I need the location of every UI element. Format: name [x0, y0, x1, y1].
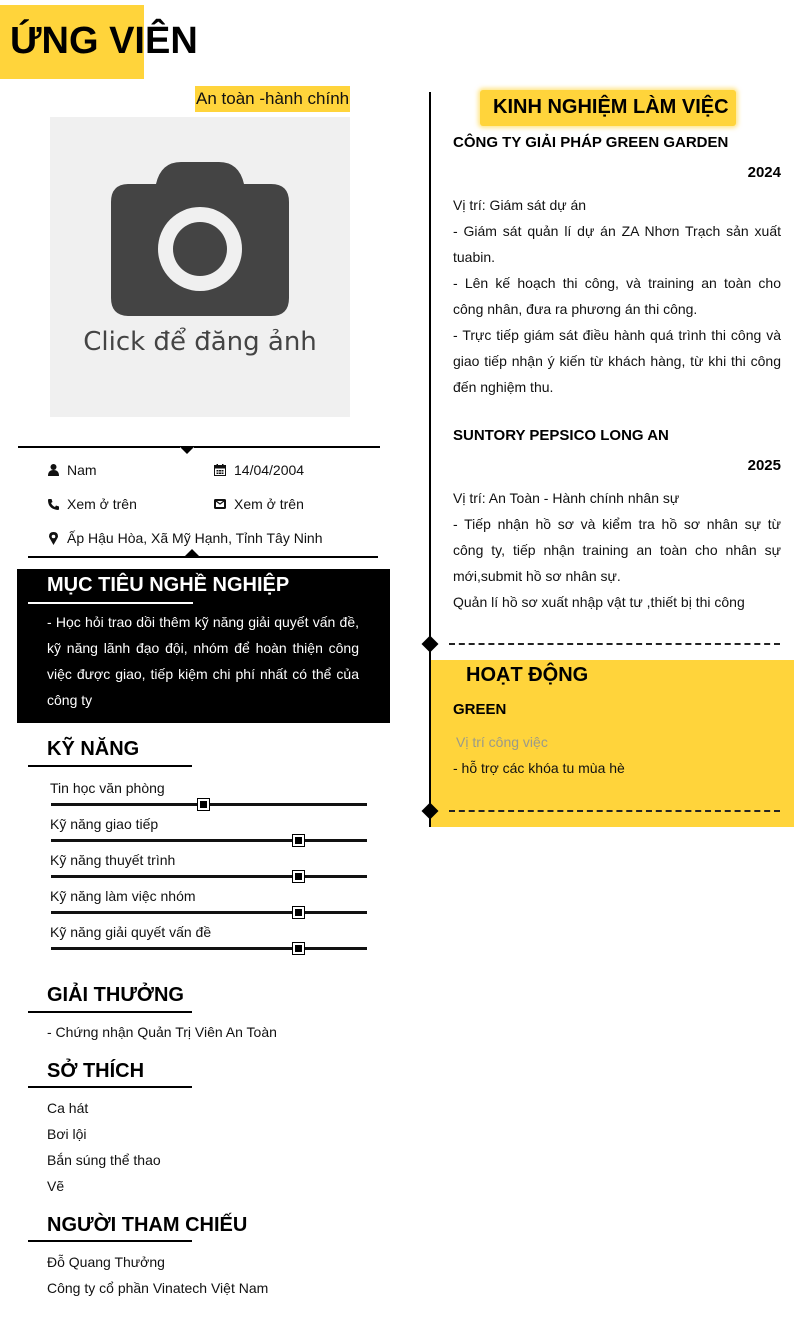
phone-icon [40, 499, 66, 510]
awards-title: GIẢI THƯỞNG [47, 984, 184, 1006]
objective-underline [28, 602, 193, 604]
email-value: Xem ở trên [234, 496, 304, 512]
info-divider-top [18, 446, 380, 448]
hobby-item[interactable]: Bắn súng thể thao [47, 1152, 161, 1168]
references-underline [28, 1240, 192, 1242]
skill-slider-thumb[interactable] [293, 943, 304, 954]
job-role[interactable]: Vị trí: An Toàn - Hành chính nhân sự [453, 490, 680, 506]
awards-underline [28, 1011, 192, 1013]
map-marker-icon [40, 532, 66, 545]
objective-title: MỤC TIÊU NGHỀ NGHIỆP [47, 574, 290, 596]
references-title: NGƯỜI THAM CHIẾU [47, 1214, 248, 1236]
hobby-item[interactable]: Ca hát [47, 1100, 89, 1116]
timeline-diamond-icon [422, 636, 439, 653]
skill-label: Kỹ năng làm việc nhóm [50, 888, 196, 904]
dashed-divider [449, 810, 780, 812]
job-year[interactable]: 2024 [747, 164, 781, 181]
award-item[interactable]: - Chứng nhận Quản Trị Viên An Toàn [47, 1024, 277, 1040]
photo-upload[interactable] [50, 117, 350, 417]
skill-slider-thumb[interactable] [293, 871, 304, 882]
info-divider-bottom [28, 556, 378, 558]
skill-label: Kỹ năng giải quyết vấn đề [50, 924, 212, 940]
career-objective-section [17, 569, 390, 723]
user-icon [40, 464, 66, 476]
skill-slider[interactable] [51, 803, 367, 806]
job-description-line[interactable]: - Trực tiếp giám sát điều hành quá trình thi công và giao tiếp nhận ý kiến từ khách hàng, từ khi thi công đến nghiệm thu. [453, 327, 781, 395]
skill-slider-thumb[interactable] [293, 835, 304, 846]
job-position[interactable]: An toàn -hành chính [195, 86, 350, 112]
skill-slider[interactable] [51, 947, 367, 950]
hobby-item[interactable]: Vẽ [47, 1178, 65, 1194]
info-address[interactable] [40, 528, 323, 548]
skill-slider[interactable] [51, 839, 367, 842]
envelope-icon [207, 499, 233, 509]
skill-label: Tin học văn phòng [50, 780, 165, 796]
hobbies-underline [28, 1086, 192, 1088]
info-gender[interactable] [40, 460, 97, 480]
calendar-icon [207, 464, 233, 476]
skill-label: Kỹ năng giao tiếp [50, 816, 159, 832]
skill-slider-thumb[interactable] [198, 799, 209, 810]
job-description-line[interactable]: - Tiếp nhận hồ sơ và kiểm tra hồ sơ nhân sự từ công ty, tiếp nhận training an toàn cho nhân sự mới,submit hồ sơ nhân sự. [453, 516, 781, 584]
info-phone[interactable] [40, 494, 137, 514]
triangle-up-icon [185, 549, 199, 556]
reference-name[interactable]: Đỗ Quang Thưởng [47, 1254, 165, 1270]
job-description-line[interactable]: - Lên kế hoạch thi công, và training an toàn cho công nhân, đưa ra phương án thi công. [453, 275, 781, 317]
hobbies-title: SỞ THÍCH [47, 1060, 145, 1082]
hobby-item[interactable]: Bơi lội [47, 1126, 87, 1142]
job-role[interactable]: Vị trí: Giám sát dự án [453, 197, 587, 213]
address-value: Ấp Hậu Hòa, Xã Mỹ Hạnh, Tỉnh Tây Ninh [67, 530, 323, 546]
objective-text[interactable]: - Học hỏi trao dồi thêm kỹ năng giải quyết vấn đề, kỹ năng lãnh đạo đội, nhóm để hoàn thiện công việc được giao, tiếp kiệm chi phí nhất có thể của công ty [47, 614, 359, 708]
job-description-line[interactable]: Quản lí hồ sơ xuất nhập vật tư ,thiết bị thi công [453, 594, 745, 610]
info-birthday[interactable] [207, 460, 304, 480]
activity-organization[interactable]: GREEN [453, 701, 507, 718]
skills-underline [28, 765, 192, 767]
activity-role-field[interactable]: Vị trí công việc [456, 734, 548, 750]
gender-value: Nam [67, 462, 97, 478]
experience-title: KINH NGHIỆM LÀM VIỆC [493, 96, 729, 118]
dashed-divider [449, 643, 780, 645]
skill-slider-thumb[interactable] [293, 907, 304, 918]
job-description-line[interactable]: - Giám sát quản lí dự án ZA Nhơn Trạch sản xuất tuabin. [453, 223, 781, 265]
activities-title: HOẠT ĐỘNG [466, 664, 589, 686]
reference-company[interactable]: Công ty cổ phần Vinatech Việt Nam [47, 1280, 269, 1296]
camera-icon [111, 162, 289, 317]
skill-slider[interactable] [51, 911, 367, 914]
skill-label: Kỹ năng thuyết trình [50, 852, 176, 868]
activity-description[interactable]: - hỗ trợ các khóa tu mùa hè [453, 760, 625, 776]
job-company[interactable]: SUNTORY PEPSICO LONG AN [453, 427, 669, 444]
phone-value: Xem ở trên [67, 496, 137, 512]
skill-slider[interactable] [51, 875, 367, 878]
birthday-value: 14/04/2004 [234, 462, 305, 478]
triangle-down-icon [180, 447, 194, 454]
candidate-name[interactable]: ỨNG VIÊN [10, 20, 198, 62]
job-company[interactable]: CÔNG TY GIẢI PHÁP GREEN GARDEN [453, 134, 729, 151]
skills-title: KỸ NĂNG [47, 738, 140, 760]
photo-upload-label: Click để đăng ảnh [83, 327, 317, 357]
job-year[interactable]: 2025 [747, 457, 781, 474]
info-email[interactable] [207, 494, 304, 514]
